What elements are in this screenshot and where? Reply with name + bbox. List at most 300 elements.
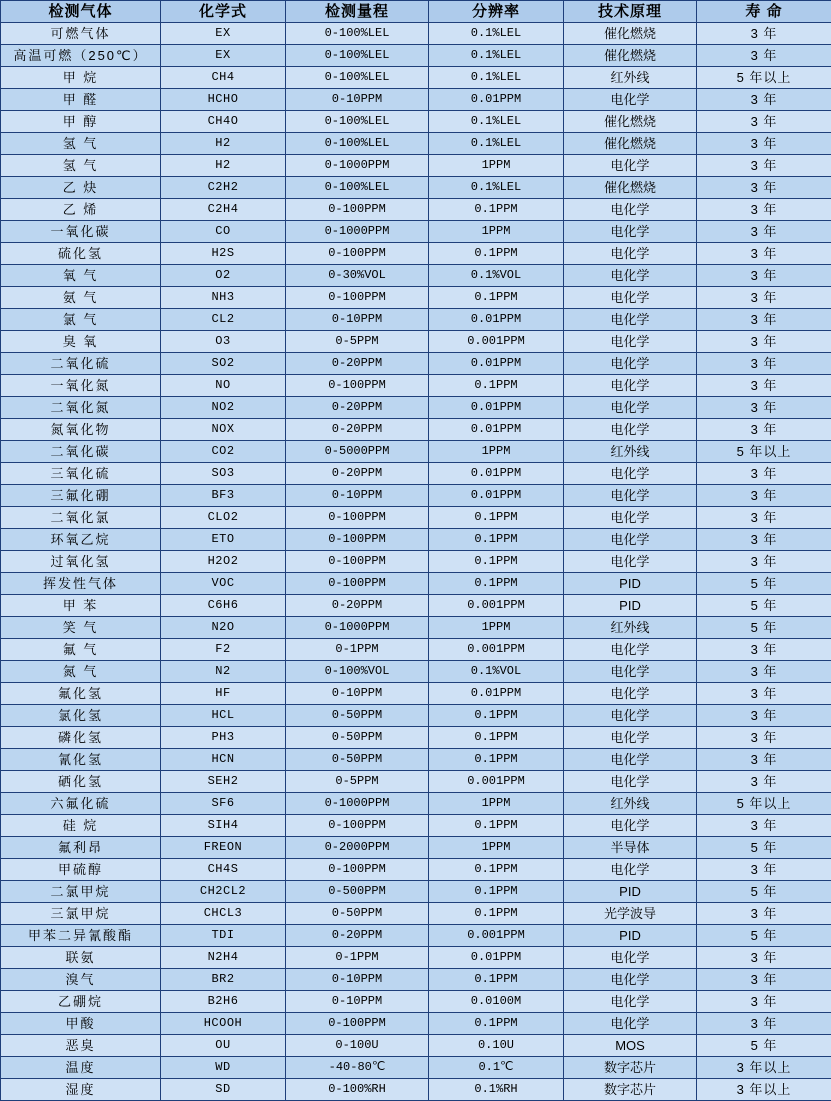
cell-gas-name: 二氧化碳: [1, 441, 161, 463]
cell-chemical-formula: SEH2: [161, 771, 286, 793]
cell-chemical-formula: NO2: [161, 397, 286, 419]
cell-resolution: 0.1%VOL: [429, 265, 564, 287]
cell-resolution: 0.1%LEL: [429, 23, 564, 45]
cell-lifetime: 3 年: [697, 199, 831, 221]
cell-lifetime: 3 年: [697, 551, 831, 573]
table-row: [1, 1079, 831, 1101]
table-row: [1, 969, 831, 991]
cell-detection-range: 0-100PPM: [286, 199, 429, 221]
cell-detection-range: 0-20PPM: [286, 463, 429, 485]
table-row: [1, 661, 831, 683]
cell-gas-name: 氧 气: [1, 265, 161, 287]
table-row: [1, 793, 831, 815]
cell-chemical-formula: HCN: [161, 749, 286, 771]
cell-chemical-formula: HCL: [161, 705, 286, 727]
cell-detection-range: 0-100U: [286, 1035, 429, 1057]
cell-technical-principle: 催化燃烧: [564, 111, 697, 133]
cell-detection-range: 0-1000PPM: [286, 155, 429, 177]
cell-chemical-formula: TDI: [161, 925, 286, 947]
cell-lifetime: 5 年以上: [697, 67, 831, 89]
cell-detection-range: 0-100%LEL: [286, 133, 429, 155]
cell-technical-principle: 催化燃烧: [564, 23, 697, 45]
cell-technical-principle: 电化学: [564, 287, 697, 309]
cell-lifetime: 3 年: [697, 331, 831, 353]
table-row: [1, 507, 831, 529]
cell-lifetime: 5 年: [697, 1035, 831, 1057]
cell-technical-principle: 红外线: [564, 441, 697, 463]
cell-lifetime: 3 年: [697, 177, 831, 199]
cell-detection-range: 0-50PPM: [286, 749, 429, 771]
cell-technical-principle: 红外线: [564, 617, 697, 639]
cell-resolution: 1PPM: [429, 155, 564, 177]
cell-lifetime: 3 年: [697, 749, 831, 771]
cell-lifetime: 3 年: [697, 419, 831, 441]
cell-resolution: 0.01PPM: [429, 309, 564, 331]
cell-lifetime: 3 年: [697, 1013, 831, 1035]
cell-resolution: 0.01PPM: [429, 353, 564, 375]
cell-resolution: 0.1PPM: [429, 529, 564, 551]
cell-detection-range: 0-10PPM: [286, 969, 429, 991]
cell-detection-range: 0-20PPM: [286, 595, 429, 617]
cell-detection-range: 0-100PPM: [286, 859, 429, 881]
cell-detection-range: 0-20PPM: [286, 397, 429, 419]
cell-resolution: 0.001PPM: [429, 595, 564, 617]
cell-detection-range: 0-100PPM: [286, 573, 429, 595]
cell-technical-principle: PID: [564, 573, 697, 595]
cell-gas-name: 恶臭: [1, 1035, 161, 1057]
cell-technical-principle: 电化学: [564, 727, 697, 749]
cell-resolution: 0.1PPM: [429, 1013, 564, 1035]
cell-technical-principle: 电化学: [564, 397, 697, 419]
cell-lifetime: 3 年: [697, 353, 831, 375]
cell-technical-principle: MOS: [564, 1035, 697, 1057]
cell-chemical-formula: CLO2: [161, 507, 286, 529]
cell-technical-principle: 电化学: [564, 199, 697, 221]
cell-gas-name: 三氟化硼: [1, 485, 161, 507]
cell-chemical-formula: HCOOH: [161, 1013, 286, 1035]
cell-detection-range: 0-100PPM: [286, 507, 429, 529]
table-row: [1, 177, 831, 199]
table-row: [1, 529, 831, 551]
cell-gas-name: 甲 醛: [1, 89, 161, 111]
cell-resolution: 0.1PPM: [429, 969, 564, 991]
cell-gas-name: 三氯甲烷: [1, 903, 161, 925]
cell-chemical-formula: N2H4: [161, 947, 286, 969]
cell-resolution: 0.01PPM: [429, 947, 564, 969]
cell-lifetime: 5 年: [697, 617, 831, 639]
cell-lifetime: 3 年: [697, 287, 831, 309]
cell-resolution: 0.1℃: [429, 1057, 564, 1079]
cell-gas-name: 硒化氢: [1, 771, 161, 793]
cell-chemical-formula: O3: [161, 331, 286, 353]
table-row: [1, 881, 831, 903]
cell-gas-name: 氟利昂: [1, 837, 161, 859]
cell-technical-principle: 电化学: [564, 991, 697, 1013]
cell-chemical-formula: F2: [161, 639, 286, 661]
cell-resolution: 0.001PPM: [429, 639, 564, 661]
cell-lifetime: 5 年: [697, 573, 831, 595]
cell-lifetime: 3 年: [697, 727, 831, 749]
cell-gas-name: 氢 气: [1, 133, 161, 155]
table-row: [1, 199, 831, 221]
cell-gas-name: 乙 烯: [1, 199, 161, 221]
column-header-formula: 化学式: [161, 1, 286, 23]
cell-gas-name: 氢 气: [1, 155, 161, 177]
cell-technical-principle: 电化学: [564, 661, 697, 683]
cell-gas-name: 甲酸: [1, 1013, 161, 1035]
cell-gas-name: 温度: [1, 1057, 161, 1079]
cell-resolution: 1PPM: [429, 793, 564, 815]
cell-lifetime: 3 年: [697, 639, 831, 661]
cell-chemical-formula: SO3: [161, 463, 286, 485]
cell-detection-range: 0-100PPM: [286, 1013, 429, 1035]
cell-chemical-formula: EX: [161, 45, 286, 67]
cell-technical-principle: 电化学: [564, 705, 697, 727]
cell-gas-name: 笑 气: [1, 617, 161, 639]
cell-lifetime: 3 年: [697, 815, 831, 837]
table-row: [1, 1013, 831, 1035]
table-row: [1, 243, 831, 265]
cell-lifetime: 3 年: [697, 463, 831, 485]
cell-lifetime: 3 年: [697, 903, 831, 925]
cell-technical-principle: 电化学: [564, 309, 697, 331]
cell-gas-name: 磷化氢: [1, 727, 161, 749]
cell-detection-range: 0-100PPM: [286, 551, 429, 573]
table-row: [1, 771, 831, 793]
table-row: [1, 397, 831, 419]
cell-technical-principle: 电化学: [564, 353, 697, 375]
cell-lifetime: 3 年: [697, 705, 831, 727]
cell-gas-name: 甲苯二异氰酸酯: [1, 925, 161, 947]
cell-detection-range: 0-100%LEL: [286, 45, 429, 67]
cell-resolution: 0.0100M: [429, 991, 564, 1013]
cell-lifetime: 5 年以上: [697, 441, 831, 463]
table-body: [1, 23, 831, 1101]
cell-resolution: 0.1PPM: [429, 881, 564, 903]
cell-technical-principle: 电化学: [564, 969, 697, 991]
cell-technical-principle: 数字芯片: [564, 1079, 697, 1101]
cell-resolution: 0.001PPM: [429, 331, 564, 353]
cell-gas-name: 二氧化氯: [1, 507, 161, 529]
cell-resolution: 0.1%RH: [429, 1079, 564, 1101]
cell-gas-name: 高温可燃（250℃）: [1, 45, 161, 67]
cell-detection-range: 0-1000PPM: [286, 221, 429, 243]
cell-chemical-formula: OU: [161, 1035, 286, 1057]
column-header-gas: 检测气体: [1, 1, 161, 23]
cell-resolution: 1PPM: [429, 837, 564, 859]
cell-gas-name: 氟 气: [1, 639, 161, 661]
cell-detection-range: 0-2000PPM: [286, 837, 429, 859]
table-row: [1, 1035, 831, 1057]
cell-gas-name: 氟化氢: [1, 683, 161, 705]
table-row: [1, 67, 831, 89]
cell-lifetime: 3 年: [697, 485, 831, 507]
column-header-resolution: 分辨率: [429, 1, 564, 23]
cell-chemical-formula: HF: [161, 683, 286, 705]
cell-detection-range: 0-20PPM: [286, 353, 429, 375]
cell-chemical-formula: CH4S: [161, 859, 286, 881]
cell-gas-name: 甲 醇: [1, 111, 161, 133]
cell-lifetime: 3 年: [697, 991, 831, 1013]
table-row: [1, 727, 831, 749]
cell-gas-name: 湿度: [1, 1079, 161, 1101]
cell-chemical-formula: FREON: [161, 837, 286, 859]
cell-gas-name: 氨 气: [1, 287, 161, 309]
cell-lifetime: 5 年以上: [697, 793, 831, 815]
cell-technical-principle: 催化燃烧: [564, 177, 697, 199]
table-header: [1, 1, 831, 23]
cell-lifetime: 3 年: [697, 375, 831, 397]
table-row: [1, 617, 831, 639]
cell-resolution: 0.01PPM: [429, 397, 564, 419]
cell-gas-name: 甲硫醇: [1, 859, 161, 881]
cell-lifetime: 3 年: [697, 771, 831, 793]
cell-gas-name: 氯 气: [1, 309, 161, 331]
table-row: [1, 23, 831, 45]
cell-technical-principle: 电化学: [564, 507, 697, 529]
cell-lifetime: 3 年: [697, 507, 831, 529]
table-row: [1, 463, 831, 485]
cell-gas-name: 氮氧化物: [1, 419, 161, 441]
cell-resolution: 0.1PPM: [429, 727, 564, 749]
cell-lifetime: 3 年: [697, 969, 831, 991]
cell-detection-range: 0-1000PPM: [286, 793, 429, 815]
cell-technical-principle: 电化学: [564, 683, 697, 705]
cell-resolution: 0.1PPM: [429, 199, 564, 221]
table-row: [1, 705, 831, 727]
table-row: [1, 133, 831, 155]
cell-detection-range: 0-10PPM: [286, 485, 429, 507]
cell-gas-name: 溴气: [1, 969, 161, 991]
cell-resolution: 0.01PPM: [429, 419, 564, 441]
cell-chemical-formula: SO2: [161, 353, 286, 375]
cell-gas-name: 硫化氢: [1, 243, 161, 265]
table-row: [1, 353, 831, 375]
cell-detection-range: 0-1PPM: [286, 639, 429, 661]
cell-lifetime: 3 年: [697, 23, 831, 45]
cell-detection-range: 0-5PPM: [286, 771, 429, 793]
cell-technical-principle: 电化学: [564, 859, 697, 881]
table-row: [1, 155, 831, 177]
cell-lifetime: 3 年: [697, 397, 831, 419]
cell-lifetime: 5 年: [697, 925, 831, 947]
table-row: [1, 925, 831, 947]
cell-technical-principle: 电化学: [564, 155, 697, 177]
cell-chemical-formula: CH4: [161, 67, 286, 89]
cell-chemical-formula: SIH4: [161, 815, 286, 837]
cell-gas-name: 一氧化碳: [1, 221, 161, 243]
cell-technical-principle: PID: [564, 881, 697, 903]
cell-lifetime: 3 年: [697, 529, 831, 551]
cell-lifetime: 5 年: [697, 837, 831, 859]
cell-resolution: 0.1PPM: [429, 705, 564, 727]
cell-chemical-formula: NH3: [161, 287, 286, 309]
cell-detection-range: 0-100PPM: [286, 287, 429, 309]
cell-detection-range: 0-100PPM: [286, 243, 429, 265]
cell-resolution: 0.1%LEL: [429, 45, 564, 67]
cell-detection-range: 0-100%RH: [286, 1079, 429, 1101]
cell-lifetime: 3 年: [697, 111, 831, 133]
cell-detection-range: 0-1PPM: [286, 947, 429, 969]
cell-detection-range: 0-100PPM: [286, 375, 429, 397]
cell-technical-principle: 电化学: [564, 485, 697, 507]
cell-technical-principle: 电化学: [564, 89, 697, 111]
cell-chemical-formula: HCHO: [161, 89, 286, 111]
cell-chemical-formula: NOX: [161, 419, 286, 441]
cell-resolution: 0.01PPM: [429, 89, 564, 111]
cell-technical-principle: 电化学: [564, 815, 697, 837]
cell-chemical-formula: H2: [161, 155, 286, 177]
cell-detection-range: 0-100%VOL: [286, 661, 429, 683]
cell-gas-name: 甲 烷: [1, 67, 161, 89]
table-row: [1, 595, 831, 617]
cell-chemical-formula: BR2: [161, 969, 286, 991]
cell-gas-name: 三氧化硫: [1, 463, 161, 485]
table-row: [1, 309, 831, 331]
table-row: [1, 551, 831, 573]
cell-technical-principle: 数字芯片: [564, 1057, 697, 1079]
cell-technical-principle: 电化学: [564, 551, 697, 573]
cell-resolution: 0.1PPM: [429, 815, 564, 837]
cell-technical-principle: 电化学: [564, 749, 697, 771]
cell-chemical-formula: SD: [161, 1079, 286, 1101]
cell-chemical-formula: C6H6: [161, 595, 286, 617]
cell-technical-principle: 催化燃烧: [564, 45, 697, 67]
cell-gas-name: 氯化氢: [1, 705, 161, 727]
table-row: [1, 903, 831, 925]
cell-resolution: 0.1%LEL: [429, 177, 564, 199]
column-header-lifetime: 寿 命: [697, 1, 831, 23]
cell-gas-name: 乙硼烷: [1, 991, 161, 1013]
cell-gas-name: 可燃气体: [1, 23, 161, 45]
table-header-row: [1, 1, 831, 23]
cell-resolution: 0.01PPM: [429, 485, 564, 507]
cell-resolution: 0.1PPM: [429, 551, 564, 573]
cell-detection-range: 0-20PPM: [286, 419, 429, 441]
cell-detection-range: 0-1000PPM: [286, 617, 429, 639]
cell-detection-range: 0-50PPM: [286, 727, 429, 749]
cell-resolution: 0.1%VOL: [429, 661, 564, 683]
cell-gas-name: 二氯甲烷: [1, 881, 161, 903]
cell-technical-principle: 电化学: [564, 947, 697, 969]
table-row: [1, 331, 831, 353]
cell-lifetime: 3 年: [697, 155, 831, 177]
table-row: [1, 749, 831, 771]
cell-chemical-formula: O2: [161, 265, 286, 287]
cell-lifetime: 3 年: [697, 683, 831, 705]
cell-chemical-formula: N2: [161, 661, 286, 683]
cell-detection-range: 0-10PPM: [286, 89, 429, 111]
cell-detection-range: 0-30%VOL: [286, 265, 429, 287]
cell-resolution: 1PPM: [429, 221, 564, 243]
cell-technical-principle: 光学波导: [564, 903, 697, 925]
table-row: [1, 639, 831, 661]
cell-detection-range: 0-100%LEL: [286, 177, 429, 199]
cell-chemical-formula: H2O2: [161, 551, 286, 573]
cell-resolution: 0.1PPM: [429, 749, 564, 771]
table-row: [1, 947, 831, 969]
cell-detection-range: 0-10PPM: [286, 683, 429, 705]
cell-detection-range: 0-10PPM: [286, 991, 429, 1013]
table-row: [1, 859, 831, 881]
cell-chemical-formula: VOC: [161, 573, 286, 595]
cell-resolution: 0.1PPM: [429, 903, 564, 925]
cell-technical-principle: PID: [564, 925, 697, 947]
table-row: [1, 45, 831, 67]
cell-gas-name: 氮 气: [1, 661, 161, 683]
cell-gas-name: 氰化氢: [1, 749, 161, 771]
cell-lifetime: 5 年: [697, 881, 831, 903]
cell-technical-principle: PID: [564, 595, 697, 617]
cell-technical-principle: 电化学: [564, 375, 697, 397]
cell-detection-range: 0-5PPM: [286, 331, 429, 353]
cell-resolution: 0.001PPM: [429, 771, 564, 793]
cell-lifetime: 3 年: [697, 309, 831, 331]
cell-chemical-formula: CL2: [161, 309, 286, 331]
cell-gas-name: 二氧化硫: [1, 353, 161, 375]
cell-technical-principle: 电化学: [564, 243, 697, 265]
cell-detection-range: 0-5000PPM: [286, 441, 429, 463]
cell-technical-principle: 电化学: [564, 265, 697, 287]
cell-lifetime: 3 年: [697, 89, 831, 111]
cell-lifetime: 3 年: [697, 265, 831, 287]
table-row: [1, 111, 831, 133]
table-row: [1, 265, 831, 287]
table-row: [1, 1057, 831, 1079]
cell-technical-principle: 电化学: [564, 221, 697, 243]
cell-technical-principle: 电化学: [564, 1013, 697, 1035]
cell-resolution: 0.1PPM: [429, 375, 564, 397]
table-row: [1, 573, 831, 595]
cell-chemical-formula: CO: [161, 221, 286, 243]
cell-gas-name: 一氧化氮: [1, 375, 161, 397]
cell-technical-principle: 电化学: [564, 331, 697, 353]
cell-technical-principle: 半导体: [564, 837, 697, 859]
column-header-range: 检测量程: [286, 1, 429, 23]
cell-detection-range: 0-100%LEL: [286, 67, 429, 89]
cell-lifetime: 3 年: [697, 133, 831, 155]
table-row: [1, 221, 831, 243]
cell-chemical-formula: SF6: [161, 793, 286, 815]
cell-chemical-formula: PH3: [161, 727, 286, 749]
cell-chemical-formula: N2O: [161, 617, 286, 639]
cell-resolution: 1PPM: [429, 441, 564, 463]
cell-gas-name: 挥发性气体: [1, 573, 161, 595]
cell-technical-principle: 电化学: [564, 771, 697, 793]
cell-detection-range: 0-10PPM: [286, 309, 429, 331]
cell-resolution: 0.001PPM: [429, 925, 564, 947]
cell-detection-range: 0-20PPM: [286, 925, 429, 947]
cell-detection-range: 0-50PPM: [286, 903, 429, 925]
cell-chemical-formula: ETO: [161, 529, 286, 551]
cell-chemical-formula: CH2CL2: [161, 881, 286, 903]
cell-chemical-formula: B2H6: [161, 991, 286, 1013]
table-row: [1, 683, 831, 705]
cell-gas-name: 二氧化氮: [1, 397, 161, 419]
cell-gas-name: 环氧乙烷: [1, 529, 161, 551]
cell-resolution: 0.01PPM: [429, 683, 564, 705]
table-row: [1, 837, 831, 859]
table-row: [1, 287, 831, 309]
table-row: [1, 89, 831, 111]
table-row: [1, 815, 831, 837]
cell-lifetime: 3 年: [697, 45, 831, 67]
cell-chemical-formula: CHCL3: [161, 903, 286, 925]
cell-gas-name: 六氟化硫: [1, 793, 161, 815]
cell-technical-principle: 电化学: [564, 419, 697, 441]
cell-chemical-formula: C2H4: [161, 199, 286, 221]
cell-gas-name: 过氧化氢: [1, 551, 161, 573]
